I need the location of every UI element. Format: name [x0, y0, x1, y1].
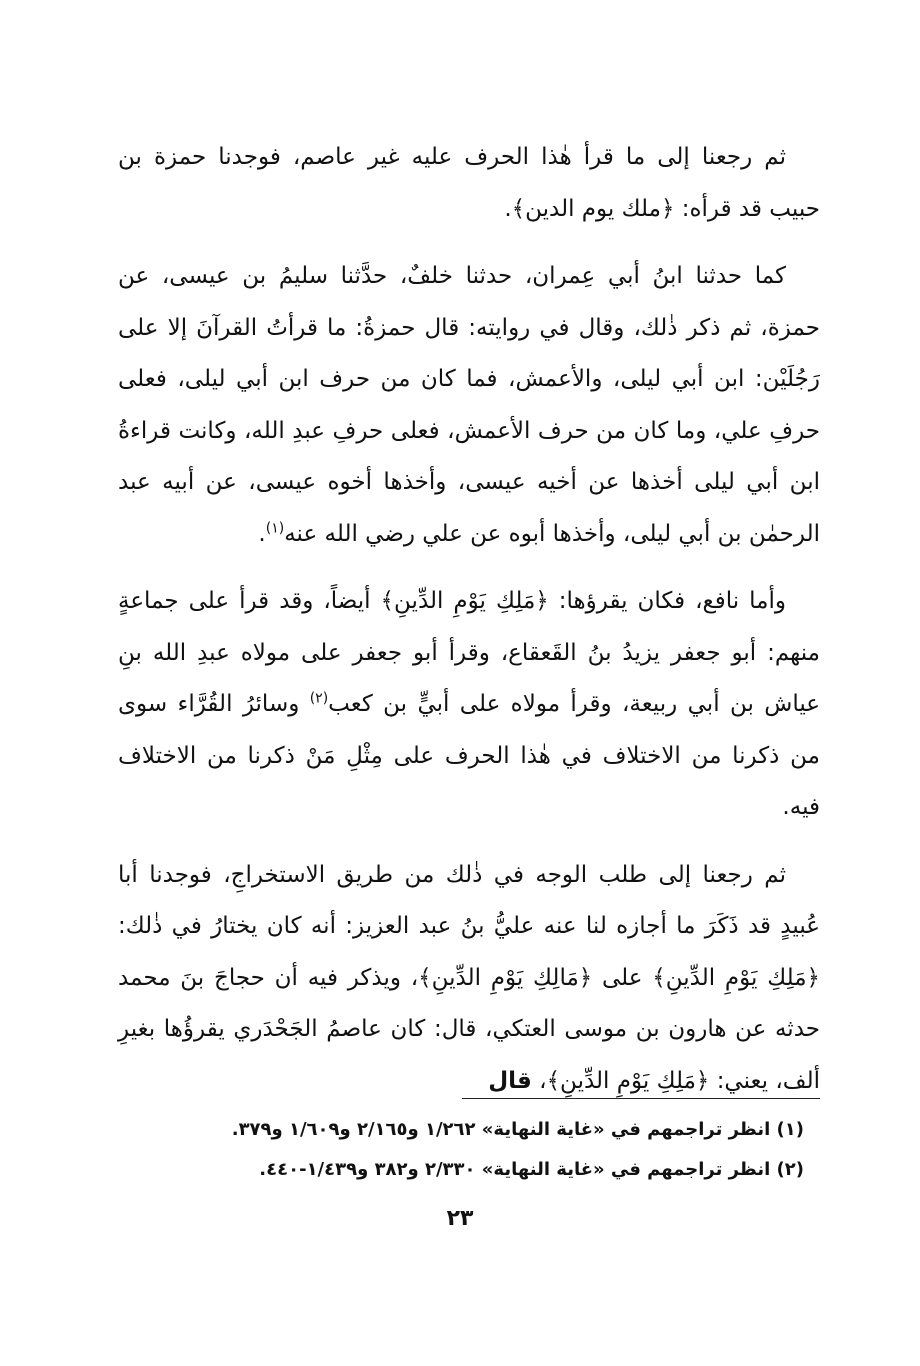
- paragraph-2-text: كما حدثنا ابنُ أبي عِمران، حدثنا خلفٌ، حدَّثنا سليمُ بن عيسى، عن حمزة، ثم ذكر ذٰلك، وقال في روايته: قال حمزةُ: ما قرأتُ القرآنَ إلا على رَجُلَيْن: ابن أبي ليلى، والأعمش، فما كان من حرف ابن أبي ليلى، فعلى حرفِ علي، وما كان من حرف الأعمش، فعلى حرفِ عبدِ الله، وكانت قراءةُ ابن أبي ليلى أخذها عن أخيه عيسى، وأخذها أخوه عيسى، عن أبيه عبد الرحمٰن بن أبي ليلى، وأخذها أبوه عن علي رضي الله عنه: [118, 263, 820, 547]
- paragraph-3-continuation: القُرَّاء سوى من ذكرنا من الاختلاف في هٰذا الحرف على مِثْلِ مَنْ ذكرنا من الاختلاف فيه.: [118, 691, 820, 820]
- paragraph-1-text: ثم رجعنا إلى ما قرأ هٰذا الحرف عليه غير عاصم، فوجدنا حمزة بن حبيب قد قرأه: ﴿ملك يوم الدين﴾.: [118, 144, 820, 222]
- paragraph-3-mid: وسائرُ: [242, 691, 310, 717]
- paragraph-2: [118, 251, 820, 560]
- paragraph-1: [118, 132, 820, 235]
- paragraph-3: [118, 576, 820, 834]
- footnote-divider: [462, 1098, 820, 1099]
- paragraph-4: [118, 850, 820, 1108]
- footnote-ref-2: (٢): [309, 690, 329, 707]
- footnotes: [118, 1110, 820, 1190]
- paragraph-3-text: وأما نافع، فكان يقرؤها: ﴿مَلِكِ يَوْمِ الدِّينِ﴾ أيضاً، وقد قرأ على جماعةٍ منهم: أبو جعفر يزيدُ بنُ القَعقاع، وقرأ أبو جعفر على مولاه عبدِ الله بنِ عياش بن أبي ربيعة، وقرأ مولاه على أبيٍّ بن كعب: [118, 588, 821, 717]
- page-number: ٢٣: [446, 1206, 474, 1231]
- main-text: [118, 132, 820, 1123]
- footnote-ref-1: (١): [265, 519, 285, 536]
- footnote-2: (٢) انظر تراجمهم في «غاية النهاية» ٢/٣٣٠ و٣٨٢ و١/٤٣٩-٤٤٠.: [259, 1159, 804, 1180]
- paragraph-2-end: .: [258, 520, 266, 547]
- paragraph-4-text: ثم رجعنا إلى طلب الوجه في ذٰلك من طريق الاستخراجِ، فوجدنا أبا عُبيدٍ قد ذَكَرَ ما أجازه لنا عنه عليُّ بنُ عبد العزيز: أنه كان يختارُ في ذٰلك: ﴿مَلِكِ يَوْمِ الدِّينِ﴾ على ﴿مَالِكِ يَوْمِ الدِّينِ﴾، ويذكر فيه أن حجاجَ بنَ محمد حدثه عن هارون بن موسى العتكي، قال: كان عاصمُ الجَحْدَري يقرؤُها بغيرِ ألف، يعني: ﴿مَلِكِ يَوْمِ الدِّينِ﴾،: [118, 861, 820, 1094]
- footnote-1: (١) انظر تراجمهم في «غاية النهاية» ١/٢٦٢ و٢/١٦٥ و١/٦٠٩ و٣٧٩.: [231, 1119, 804, 1140]
- paragraph-4-end: قال: [488, 1067, 532, 1094]
